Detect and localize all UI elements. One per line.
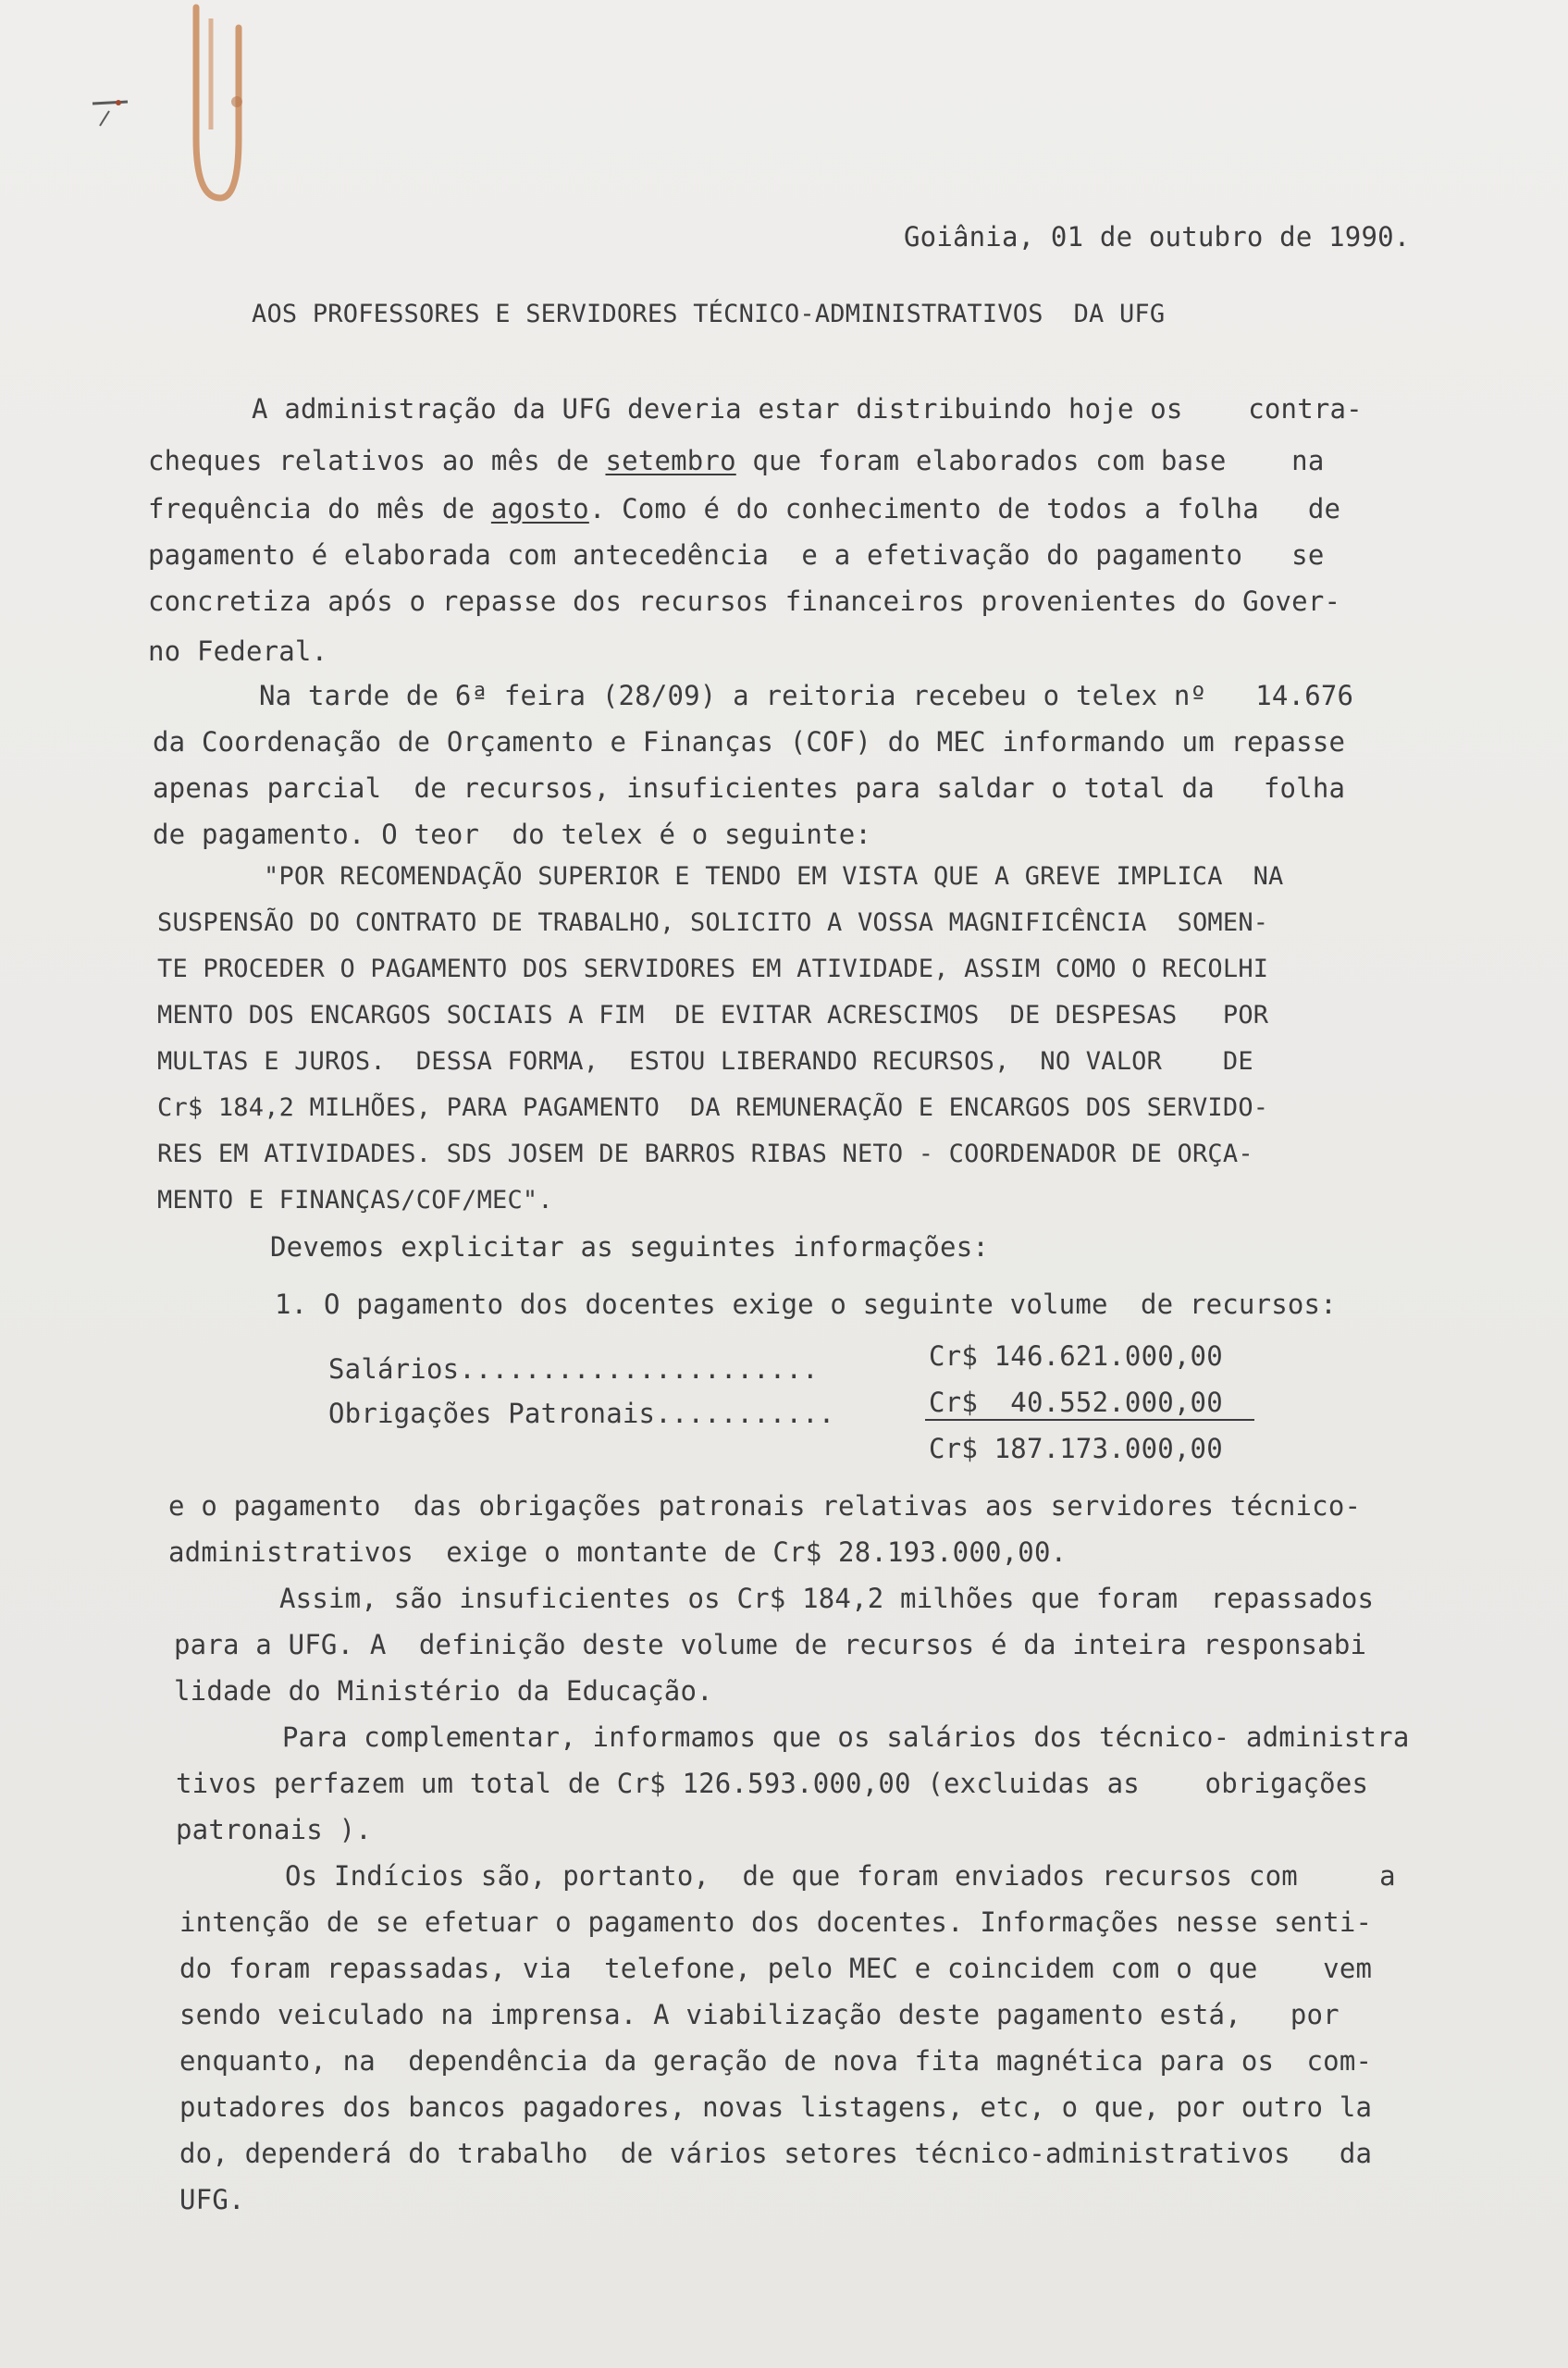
paragraph-7-line-4: sendo veiculado na imprensa. A viabilização deste pagamento está, por	[179, 1999, 1340, 2030]
salarios-value: Cr$ 146.621.000,00	[929, 1340, 1223, 1372]
telex-quote-line-8: MENTO E FINANÇAS/COF/MEC".	[157, 1186, 553, 1215]
paragraph-1-line-5: concretiza após o repasse dos recursos financeiros provenientes do Gover-	[148, 586, 1341, 617]
paragraph-4-line-1: e o pagamento das obrigações patronais relativas aos servidores técnico-	[168, 1490, 1362, 1522]
telex-quote-line-2: SUSPENSÃO DO CONTRATO DE TRABALHO, SOLICITO A VOSSA MAGNIFICÊNCIA SOMEN-	[157, 908, 1269, 937]
paragraph-7-line-2: intenção de se efetuar o pagamento dos docentes. Informações nesse senti-	[179, 1906, 1373, 1938]
paragraph-5-line-2: para a UFG. A definição deste volume de recursos é da inteira responsabi	[174, 1629, 1367, 1660]
paragraph-6-line-3: patronais ).	[176, 1814, 372, 1845]
paragraph-2-line-3: apenas parcial de recursos, insuficientes para saldar o total da folha	[153, 772, 1346, 804]
paragraph-1-line-1: A administração da UFG deveria estar distribuindo hoje os contra-	[252, 393, 1363, 425]
telex-quote-line-7: RES EM ATIVIDADES. SDS JOSEM DE BARROS RIBAS NETO - COORDENADOR DE ORÇA-	[157, 1140, 1253, 1168]
pen-mark-icon	[91, 92, 155, 148]
paragraph-2-line-2: da Coordenação de Orçamento e Finanças (COF) do MEC informando um repasse	[153, 726, 1346, 758]
paragraph-7-line-1: Os Indícios são, portanto, de que foram enviados recursos com a	[285, 1860, 1396, 1892]
docentes-total-value: Cr$ 187.173.000,00	[929, 1433, 1223, 1464]
paragraph-7-line-8: UFG.	[179, 2184, 245, 2215]
paperclip-rust-stain-icon	[176, 0, 246, 213]
paragraph-4-line-2: administrativos exige o montante de Cr$ 28.193.000,00.	[168, 1536, 1068, 1568]
telex-quote-line-4: MENTO DOS ENCARGOS SOCIAIS A FIM DE EVITAR ACRESCIMOS DE DESPESAS POR	[157, 1001, 1269, 1030]
paragraph-7-line-5: enquanto, na dependência da geração de nova fita magnética para os com-	[179, 2045, 1373, 2077]
addressee-heading: AOS PROFESSORES E SERVIDORES TÉCNICO-ADMINISTRATIVOS DA UFG	[252, 300, 1166, 328]
paragraph-2-line-1: Na tarde de 6ª feira (28/09) a reitoria recebeu o telex nº 14.676	[259, 680, 1354, 711]
paragraph-7-line-3: do foram repassadas, via telefone, pelo MEC e coincidem com o que vem	[179, 1953, 1373, 1984]
underlined-month-setembro: setembro	[605, 445, 736, 476]
paragraph-1-line-3: frequência do mês de agosto. Como é do conhecimento de todos a folha de	[148, 493, 1341, 524]
paragraph-1-line-6: no Federal.	[148, 635, 328, 667]
paragraph-2-line-4: de pagamento. O teor do telex é o seguinte:	[153, 819, 872, 850]
salarios-label: Salários......................	[328, 1353, 819, 1385]
paragraph-7-line-6: putadores dos bancos pagadores, novas listagens, etc, o que, por outro la	[179, 2091, 1373, 2123]
paragraph-3: Devemos explicitar as seguintes informações:	[270, 1231, 990, 1263]
telex-quote-line-5: MULTAS E JUROS. DESSA FORMA, ESTOU LIBERANDO RECURSOS, NO VALOR DE	[157, 1047, 1253, 1076]
telex-quote-line-6: Cr$ 184,2 MILHÕES, PARA PAGAMENTO DA REMUNERAÇÃO E ENCARGOS DOS SERVIDO-	[157, 1093, 1269, 1122]
telex-quote-line-3: TE PROCEDER O PAGAMENTO DOS SERVIDORES EM ATIVIDADE, ASSIM COMO O RECOLHI	[157, 955, 1269, 983]
paragraph-6-line-2: tivos perfazem um total de Cr$ 126.593.000,00 (excluidas as obrigações	[176, 1768, 1369, 1799]
paragraph-7-line-7: do, dependerá do trabalho de vários setores técnico-administrativos da	[179, 2138, 1373, 2169]
paragraph-6-line-1: Para complementar, informamos que os salários dos técnico- administra	[282, 1721, 1410, 1753]
paragraph-1-line-4: pagamento é elaborada com antecedência e a efetivação do pagamento se	[148, 539, 1325, 571]
list-item-1: 1. O pagamento dos docentes exige o seguinte volume de recursos:	[275, 1289, 1337, 1320]
telex-quote-line-1: "POR RECOMENDAÇÃO SUPERIOR E TENDO EM VISTA QUE A GREVE IMPLICA NA	[264, 862, 1284, 891]
paragraph-5-line-1: Assim, são insuficientes os Cr$ 184,2 milhões que foram repassados	[279, 1583, 1375, 1614]
underlined-month-agosto: agosto	[490, 493, 589, 524]
obrigacoes-label: Obrigações Patronais...........	[328, 1398, 835, 1429]
totals-underline	[925, 1419, 1254, 1421]
paragraph-5-line-3: lidade do Ministério da Educação.	[174, 1675, 713, 1707]
obrigacoes-value: Cr$ 40.552.000,00	[929, 1387, 1223, 1418]
place-date: Goiânia, 01 de outubro de 1990.	[904, 221, 1411, 253]
paragraph-1-line-2: cheques relativos ao mês de setembro que foram elaborados com base na	[148, 445, 1325, 476]
